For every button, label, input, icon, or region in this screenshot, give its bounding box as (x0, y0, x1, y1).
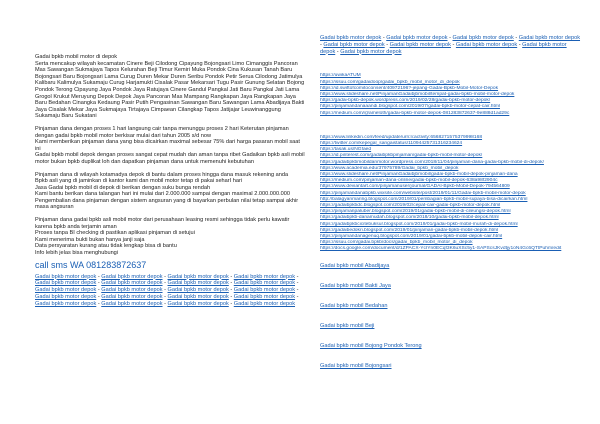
footer-link[interactable]: Gadai bpkb motor depok (101, 294, 163, 301)
url-link[interactable]: https://medium.com/@ameloth/gadai-bpkb-motor-depok-081283872637-9e888d1ad29c (320, 110, 510, 116)
link-separator: - (447, 35, 453, 41)
link-separator: - (513, 35, 519, 41)
footer-link[interactable]: Gadai bpkb motor depok (101, 300, 163, 307)
link-separator: - (295, 294, 299, 301)
url-link[interactable]: https://twitter.com/kepegal_sangaistatus/11094425731316234624 (320, 141, 463, 147)
process-text: Pinjaman dana dengan proses 1 hari langsung cair tanpa menunggu proses 2 hari Keterutan pinjaman dengan gadai bpkb mobil motor berkisar mulai dari tahun 2005 s/d now (35, 125, 289, 139)
link-separator: - (450, 41, 456, 48)
link-separator: - (96, 280, 102, 287)
url-link[interactable]: https://pinjamanpaluber.blogspot.com/2019/01/gadai-bpkb-mobil-di-cileungsi-depok.html (320, 209, 511, 215)
related-link-list (320, 263, 580, 370)
footer-link[interactable]: Gadai bpkb motor depok (101, 273, 163, 280)
url-link[interactable]: https://www.academia.edu/37975789/Gadai_bpkb_mobil_depok (320, 165, 459, 171)
url-link[interactable]: https://id.swiftofcomitoconsent/40972196?-jepang-Gadai-Bpkb-Mobil-Motor-Depok (320, 85, 499, 91)
url-link[interactable]: https://gadaibedokri.blogspot.com/2019/01/pinjaman-gadai-bpkb-mobil-depok.html (320, 227, 499, 233)
link-separator: - (162, 280, 168, 287)
footer-link[interactable]: Gadai bpkb motor depok (35, 300, 97, 307)
header-link[interactable]: Gadai bpkb motor depok (455, 41, 518, 48)
footer-link[interactable]: Gadai bpkb motor depok (167, 287, 229, 294)
url-link[interactable]: https://pinjamandanaaandi.blogspot.com/2019/07/gadai-bpkb-motor-cepat-cair.html (320, 104, 500, 110)
footer-link[interactable]: Gadai bpkb motor depok (233, 294, 296, 301)
link-separator: - (96, 273, 102, 280)
header-link[interactable]: Gadai bpkb motor depok (389, 41, 451, 48)
url-link[interactable]: https://pinjamandanagenuq.blogspot.com/2019/01/gadai-bpkb-mobil-depok-cair.html (320, 234, 503, 240)
link-separator: - (381, 35, 387, 41)
related-link[interactable]: Gadai bpkb mobil Bojongsari (320, 362, 392, 369)
url-link[interactable]: https://uwikaATUM (320, 73, 361, 79)
url-link[interactable]: https://pinjamandanabpkb.wixsite.com/website/post/2019/01/11/Gadai-bpkb-mobil-motor-depok (320, 190, 526, 196)
link-separator: - (96, 287, 102, 294)
left-column (35, 54, 305, 308)
footer-link[interactable]: Gadai bpkb motor depok (35, 280, 97, 287)
footer-link[interactable]: Gadai bpkb motor depok (35, 273, 97, 280)
link-separator: - (162, 300, 168, 307)
header-link[interactable]: Gadai bpkb motor depok (386, 35, 448, 41)
footer-link[interactable]: Gadai bpkb motor depok (101, 280, 163, 287)
url-link[interactable]: https://gadaibpkbmobildanmotor.wordpress.com/2018/11/04/pinjaman-dana-gadai-bpkb-mobil-di-depok/ (320, 159, 544, 165)
footer-link[interactable]: Gadai bpkb motor depok (167, 280, 229, 287)
header-link[interactable]: Gadai bpkb motor depok (320, 41, 567, 55)
right-column (320, 35, 580, 383)
url-link[interactable]: https://gadaibpkbcicitebuksur.blogspot.com/2019/01/gadai-bpkb-mobil-murah-di-depok.html (320, 221, 518, 227)
url-link[interactable]: http://balagyanmaring.blogspot.com/2019/01/pembagian-bpkb-mobil-supaya-bisa-dicairkan.html (320, 196, 528, 202)
link-separator: - (228, 280, 234, 287)
link-separator: - (162, 273, 168, 280)
related-link[interactable]: Gadai bpkb mobil Beji (320, 322, 375, 329)
fast-process-text: Gadai bpkb mobil depok dengan proses sangat cepat mudah dan aman tanpa ribet Gadaikan bpkb asli mobil motor bukan bpkb duplikat loh dan dapatkan pinjaman dana untuk memenuhi kebutuhan (35, 152, 305, 165)
url-list-1 (320, 73, 580, 116)
link-separator: - (96, 294, 102, 301)
header-link[interactable]: Gadai bpkb motor depok (340, 48, 402, 55)
related-link[interactable]: Gadai bpkb mobil Bakti Jaya (320, 282, 391, 289)
footer-link[interactable]: Gadai bpkb motor depok (167, 300, 229, 307)
url-link[interactable]: https://www.linkedin.com/feed/update/urn:li:activity:6568271575379998168 (320, 134, 483, 140)
link-separator: - (295, 287, 299, 294)
url-link[interactable]: https://gadaibpkb-danamudah.blogspot.com/2018/10/gadai-bpkb-mobil-depok.html (320, 215, 499, 221)
link-separator: - (384, 41, 390, 48)
url-link[interactable]: https://tasak.us/NGfaed (320, 147, 372, 153)
link-separator: - (228, 300, 234, 307)
url-link[interactable]: https://id.pinterest.com/gadaibpkbpinjaman/gadai-bpkb-mobil-motor-depok/ (320, 153, 483, 159)
left-link-list (35, 274, 305, 308)
bi-checking-text: Proses tanpa BI checking di pastikan aplikasi pinjaman di setujui (35, 230, 195, 237)
link-separator: - (228, 273, 234, 280)
link-separator: - (228, 294, 234, 301)
requirements-text: Data persyaratan kurang atau tidak lengkap bisa di bantu (35, 243, 177, 250)
link-separator: - (517, 41, 523, 48)
url-link[interactable]: https://docs.google.com/document/d/1ZPACX-YcIYn0ECqf3K6uXSc5y1-SAPScsJKvdtjy1oN4Gc6QTtPuhm/edit (320, 246, 562, 252)
footer-link[interactable]: Gadai bpkb motor depok (233, 273, 296, 280)
url-link[interactable]: https://gadai-bpkb-depok.wordpress.com/2019/02/28/gadai-bpkb-motor-depok/ (320, 98, 491, 104)
footer-link[interactable]: Gadai bpkb motor depok (101, 287, 163, 294)
url-link[interactable]: https://www.slideshare.net/PinjamanGadaibjbmobil/gadai-bpkb-mobil-depok-pinjaman-dana (320, 172, 518, 178)
footer-link[interactable]: Gadai bpkb motor depok (233, 280, 296, 287)
url-link[interactable]: https://www.slideshare.net/PinjamanGadaibjbmobil/tempat-gadai-bpkb-mobil-motor-depok (320, 92, 515, 97)
header-link[interactable]: Gadai bpkb motor depok (320, 35, 382, 41)
repayment-text: Pengembalian dana pinjaman dengan sistem angsuran yang di bayarkan perbulan nilai tetap sampai akhir masa angsuran (35, 197, 299, 211)
related-link[interactable]: Gadai bpkb mobil Abadijaya (320, 262, 390, 269)
url-link[interactable]: https://issuu.com/gadai.bpkb/docs/gadai_bpkb_mobil_motor_di_depok (320, 240, 473, 246)
footer-link[interactable]: Gadai bpkb motor depok (35, 287, 97, 294)
related-link[interactable]: Gadai bpkb mobil Bedahan (320, 302, 388, 309)
top-link-list (320, 35, 580, 55)
url-link[interactable]: https://issuu.com/gadaidoop/gadai_bpkb_mobil_motor_di_depok (320, 79, 460, 85)
link-separator: - (335, 48, 341, 55)
contact-phone: call sms WA 081283872637 (35, 259, 147, 270)
related-link[interactable]: Gadai bpkb mobil Bojong Pondok Terong (320, 342, 422, 349)
amount-range-text: Kami bantu berikan dana talangan hari ini mulai dari 2.000.000 sampai dengan maximal 2.000.000.000 (35, 191, 290, 198)
footer-link[interactable]: Gadai bpkb motor depok (167, 294, 229, 301)
header-link[interactable]: Gadai bpkb motor depok (518, 35, 581, 41)
header-link[interactable]: Gadai bpkb motor depok (452, 35, 514, 41)
url-link[interactable]: https://gadaibpkbdc.blogspot.com/2019/02/cepat-cair-gadai-bpkb-motor-depok.html (320, 203, 501, 209)
leasing-text: Pinjaman dana gadai bpkb asli mobil motor dari perusahaan leasing resmi sehingga tidak perlu kawatir karena bpkb anda terjamin aman (35, 217, 290, 230)
intro-title: Gadai bpkb mobil motor di depok (35, 54, 118, 60)
footer-link[interactable]: Gadai bpkb motor depok (233, 287, 296, 294)
header-link[interactable]: Gadai bpkb motor depok (323, 41, 385, 48)
footer-link[interactable]: Gadai bpkb motor depok (167, 273, 229, 280)
interest-text: Jasa Gadai bpkb mobil di depok di berikan dengan suku bunga rendah (35, 184, 211, 191)
area-help-text: Pinjaman dana di wilayah kotamadya depok di bantu dalam proses hingga dana masuk rekening anda (35, 171, 289, 178)
footer-link[interactable]: Gadai bpkb motor depok (35, 294, 97, 301)
link-separator: - (228, 287, 234, 294)
contact-info-text: Info lebih jelas bisa menghubungi (35, 250, 119, 257)
footer-link[interactable]: Gadai bpkb motor depok (233, 300, 296, 307)
link-separator: - (96, 300, 102, 307)
link-separator: - (295, 273, 299, 280)
url-link[interactable]: https://www.deviantart.com/pinjamanuser/journal/GADAI-Bpkb-Mobil-Depok-794564809 (320, 184, 510, 190)
link-separator: - (320, 41, 324, 48)
proof-text: Kami menerima bukti bukan hanya janji saja (35, 236, 145, 243)
link-separator: - (295, 280, 299, 287)
link-separator: - (162, 287, 168, 294)
max-loan-text: Kami memberikan pinjaman dana yang bisa dicairkan maximal sebesar 75% dari harga pasaran mobil saat ini (35, 139, 300, 152)
link-separator: - (162, 294, 168, 301)
url-list-2 (320, 135, 580, 253)
coverage-area-text: Serta mencakup wilayah kecamatan Cinere Beji Cilodong Cipayung Bojongsari Limo Cimanggis Pancoran Mas Sawangan Sukmajaya Tapos Kelurahan Beji Timur Kemiri Muka Pondok Cina Kukusan Tanah Baru Bojongsari Baru Bojongsari Lama Curug Duren Mekar Duren Seribu Pondok Petir Serua Cilodong Jatimulya Kalibaru Kalimulya Sukamaju Curug Harjamukti Cisalak Pasar Mekarsari Tugu Pasir Gunung Selatan Bojong Pondok Terong Cipayung Jaya Pondok Jaya Ratujaya Cinere Gandul Pangkal Jati Baru Pangkal Jati Lama Grogol Krukut Meruyung Depok Depok Jaya Pancoran Mas Mampang Rangkapan Jaya Rangkapan Jaya Baru Bedahan Cinangka Kedaung Pasir Putih Pengasinan Sawangan Baru Sawangan Lama Abadijaya Bakti Jaya Cisalak Mekar Jaya Sukmajaya Tirtajaya Cimpaean Cilangkap Tapos Jatijajar Leuwinanggung Sukamaju Baru Sukatani (35, 60, 305, 120)
url-link[interactable]: https://medium.com/pinjaman-dana-online/gadai-bpkb-mobil-depok-638a98f2904c (320, 178, 498, 184)
bpkb-guarantee-text: Bpkb asli yang di jaminkan di kantor kami dan mobil motor tetap di pakai seharI hari (35, 178, 243, 185)
